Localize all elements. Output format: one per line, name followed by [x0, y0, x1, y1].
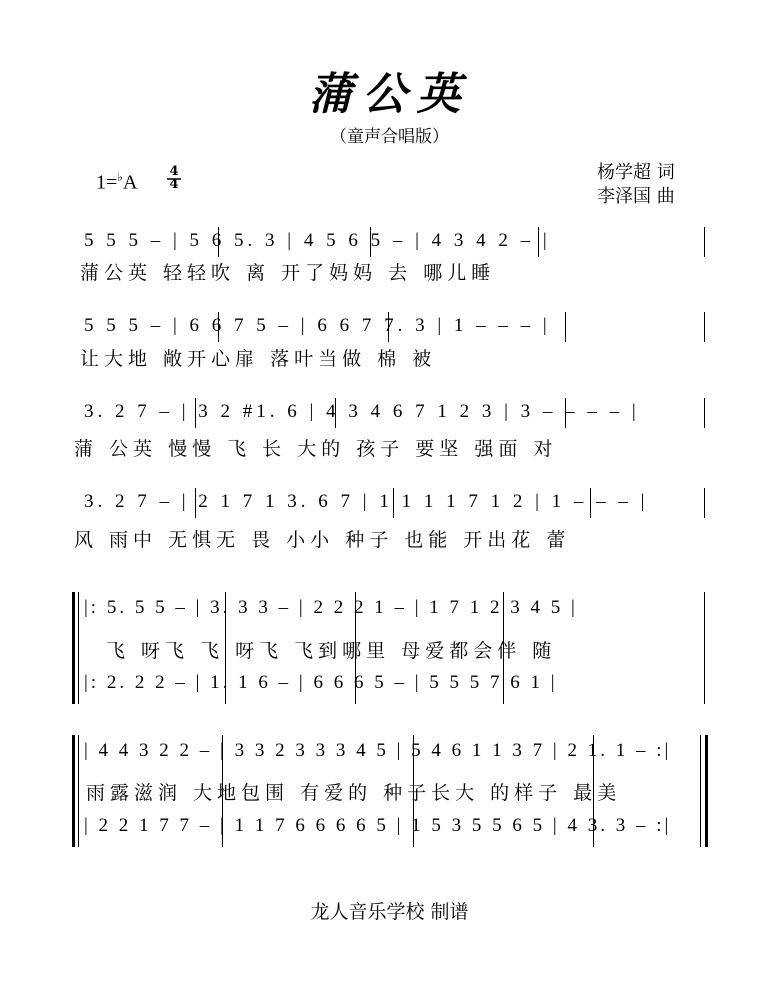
- song-subtitle: （童声合唱版）: [330, 127, 449, 147]
- barline: [704, 488, 705, 518]
- system-brace: [72, 592, 75, 704]
- repeat-barline: [78, 592, 79, 704]
- composer-credit: 李泽国 曲: [597, 186, 675, 207]
- lyrics-line-5: 飞 呀飞 飞 呀飞 飞到哪里 母爱都会伴 随: [106, 640, 557, 662]
- lyrics-line-3: 蒲 公英 慢慢 飞 长 大的 孩子 要坚 强面 对: [74, 438, 558, 460]
- notes-line-2: 5 5 5 – | 6 6 7 5 – | 6 6 7 7. 3 | 1 – – – |: [84, 315, 551, 336]
- time-top: 4: [169, 164, 179, 179]
- footer-credit: 龙人音乐学校 制谱: [310, 901, 469, 923]
- barline: [704, 227, 705, 257]
- barline: [78, 735, 79, 847]
- barline: [565, 312, 566, 342]
- barline: [704, 312, 705, 342]
- key-tonic: A: [122, 171, 138, 194]
- notes-line-5-lower: |: 2. 2 2 – | 1. 1 6 – | 6 6 6 5 – | 5 5 5 7 6 1 |: [84, 672, 558, 693]
- repeat-end-barline: [700, 735, 701, 847]
- notes-line-6-lower: | 2 2 1 7 7 – | 1 1 7 6 6 6 6 5 | 1 5 3 5 5 6 5 | 4 3. 3 – :|: [84, 815, 672, 836]
- notes-line-4: 3. 2 7 – | 2 1 7 1 3. 6 7 | 1 1 1 1 7 1 2 | 1 – – – |: [84, 491, 649, 512]
- time-bottom: 4: [169, 177, 179, 192]
- lyricist-credit: 杨学超 词: [597, 162, 675, 183]
- barline: [704, 592, 705, 704]
- song-title: 蒲公英: [308, 69, 471, 120]
- key-prefix: 1=: [96, 171, 118, 194]
- barline: [704, 398, 705, 428]
- system-brace: [72, 735, 75, 847]
- lyrics-line-6: 雨露滋润 大地包围 有爱的 种子长大 的样子 最美: [86, 782, 622, 804]
- lyrics-line-1: 蒲公英 轻轻吹 离 开了妈妈 去 哪儿睡: [80, 262, 496, 284]
- repeat-end-barline: [705, 735, 708, 847]
- notes-line-3: 3. 2 7 – | 3 2 #1. 6 | 4 3 4 6 7 1 2 3 | 3 – – – – |: [84, 401, 640, 422]
- notes-line-1: 5 5 5 – | 5 6 5. 3 | 4 5 6 5 – | 4 3 4 2 – |: [84, 230, 551, 251]
- key-flat: ♭: [117, 170, 123, 184]
- lyrics-line-4: 风 雨中 无惧无 畏 小小 种子 也能 开出花 蕾: [74, 529, 571, 551]
- lyrics-line-2: 让大地 敞开心扉 落叶当做 棉 被: [80, 348, 437, 370]
- notes-line-6-upper: | 4 4 3 2 2 – | 3 3 2 3 3 3 4 5 | 5 4 6 1 1 3 7 | 2 1. 1 – :|: [84, 740, 672, 761]
- notes-line-5-upper: |: 5. 5 5 – | 3. 3 3 – | 2 2 2 1 – | 1 7 1 2 3 4 5 |: [84, 597, 578, 618]
